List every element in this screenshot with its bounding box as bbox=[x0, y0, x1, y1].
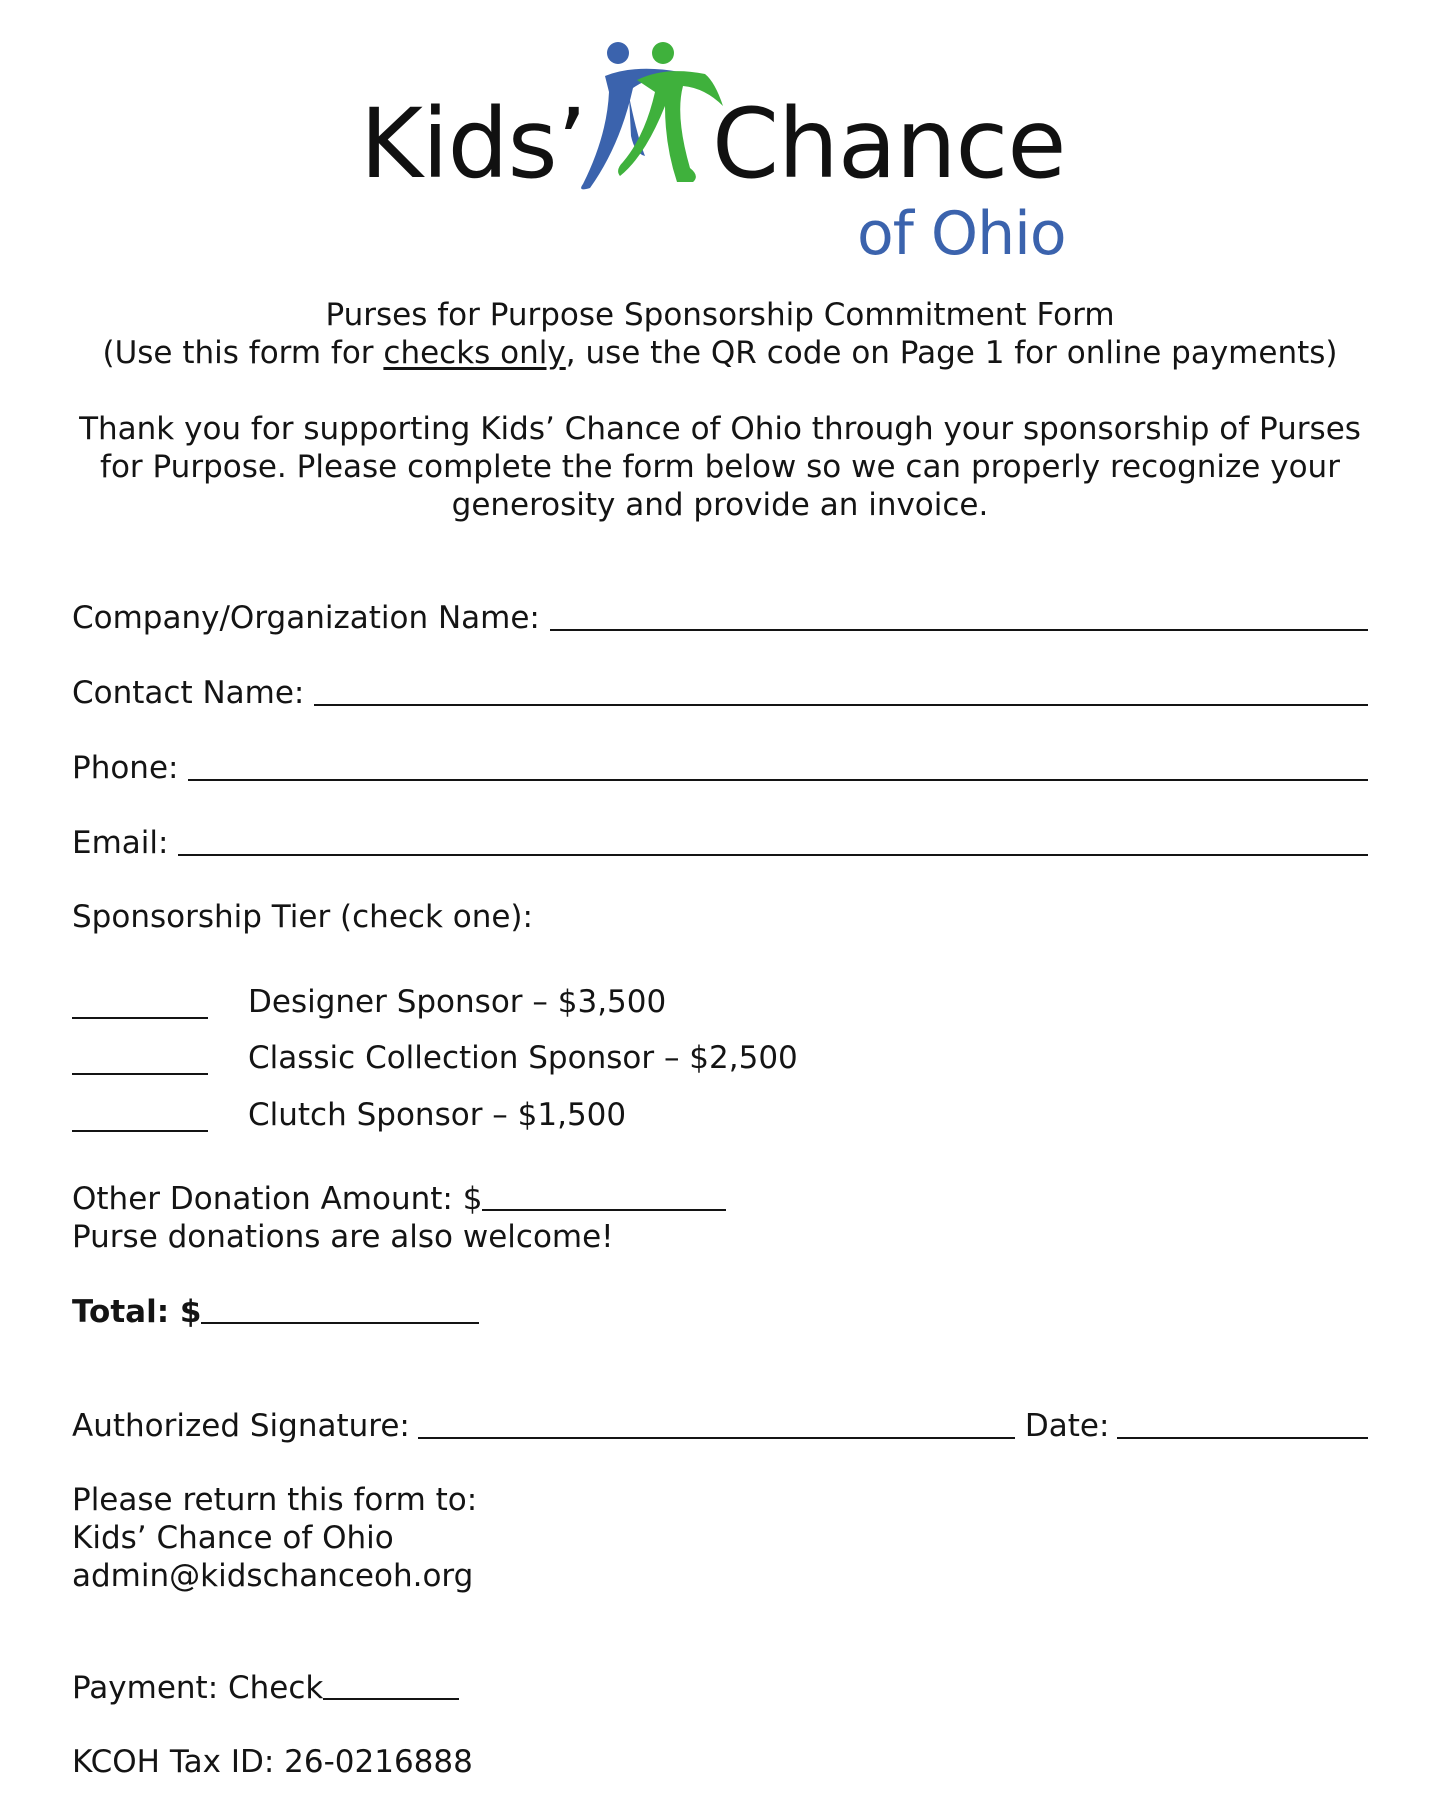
payment-check-blank[interactable] bbox=[323, 1697, 459, 1700]
usage-note-prefix: (Use this form for bbox=[102, 335, 384, 371]
sponsorship-tier-heading: Sponsorship Tier (check one): bbox=[72, 899, 533, 935]
contact-name-blank[interactable] bbox=[314, 703, 1368, 706]
intro-line-3: generosity and provide an invoice. bbox=[451, 487, 989, 523]
signature-row[interactable] bbox=[72, 1405, 1368, 1445]
payment-row[interactable] bbox=[72, 1669, 459, 1707]
contact-name-field[interactable] bbox=[72, 672, 1368, 712]
form-usage-note bbox=[60, 334, 1380, 372]
email-field[interactable] bbox=[72, 822, 1368, 862]
other-donation-label: Other Donation Amount: $ bbox=[72, 1181, 483, 1217]
tier-check-blank[interactable] bbox=[72, 1073, 208, 1075]
tax-id: KCOH Tax ID: 26-0216888 bbox=[72, 1744, 473, 1780]
return-org-name: Kids’ Chance of Ohio bbox=[72, 1520, 394, 1556]
date-label: Date: bbox=[1024, 1408, 1110, 1444]
total-row[interactable] bbox=[72, 1293, 479, 1331]
payment-label: Payment: Check bbox=[72, 1670, 324, 1706]
return-email[interactable]: admin@kidschanceoh.org bbox=[72, 1558, 474, 1594]
logo-subtitle: of Ohio bbox=[857, 199, 1066, 269]
tier-label: Designer Sponsor – $3,500 bbox=[248, 984, 667, 1020]
intro-line-2: for Purpose. Please complete the form below so we can properly recognize your bbox=[100, 449, 1340, 485]
purse-donation-note: Purse donations are also welcome! bbox=[72, 1219, 614, 1255]
total-blank[interactable] bbox=[201, 1321, 479, 1324]
contact-name-label: Contact Name: bbox=[72, 675, 305, 711]
usage-note-emphasis: checks only bbox=[383, 335, 566, 371]
return-heading: Please return this form to: bbox=[72, 1482, 478, 1518]
company-name-label: Company/Organization Name: bbox=[72, 600, 540, 636]
email-blank[interactable] bbox=[178, 853, 1368, 856]
logo-word-kids: Kids’ bbox=[360, 88, 587, 200]
phone-field[interactable] bbox=[72, 747, 1368, 787]
signature-blank[interactable] bbox=[418, 1436, 1015, 1439]
date-blank[interactable] bbox=[1117, 1436, 1368, 1439]
company-name-blank[interactable] bbox=[550, 628, 1368, 631]
tier-label: Classic Collection Sponsor – $2,500 bbox=[248, 1040, 798, 1076]
email-label: Email: bbox=[72, 825, 169, 861]
tier-check-blank[interactable] bbox=[72, 1017, 208, 1019]
signature-label: Authorized Signature: bbox=[72, 1408, 410, 1444]
company-name-field[interactable] bbox=[72, 597, 1368, 637]
tier-label: Clutch Sponsor – $1,500 bbox=[248, 1097, 627, 1133]
form-title: Purses for Purpose Sponsorship Commitment Form bbox=[325, 297, 1115, 333]
phone-blank[interactable] bbox=[188, 778, 1368, 781]
other-donation-blank[interactable] bbox=[482, 1208, 726, 1211]
logo-figures-icon bbox=[565, 36, 725, 196]
total-label: Total: $ bbox=[72, 1294, 202, 1330]
tier-check-blank[interactable] bbox=[72, 1130, 208, 1132]
kids-chance-logo bbox=[360, 36, 1080, 276]
phone-label: Phone: bbox=[72, 750, 179, 786]
intro-line-1: Thank you for supporting Kids’ Chance of Ohio through your sponsorship of Purses bbox=[79, 411, 1361, 447]
usage-note-suffix: , use the QR code on Page 1 for online payments) bbox=[565, 335, 1338, 371]
other-donation-row[interactable] bbox=[72, 1180, 726, 1218]
logo-word-chance: Chance bbox=[712, 88, 1066, 200]
